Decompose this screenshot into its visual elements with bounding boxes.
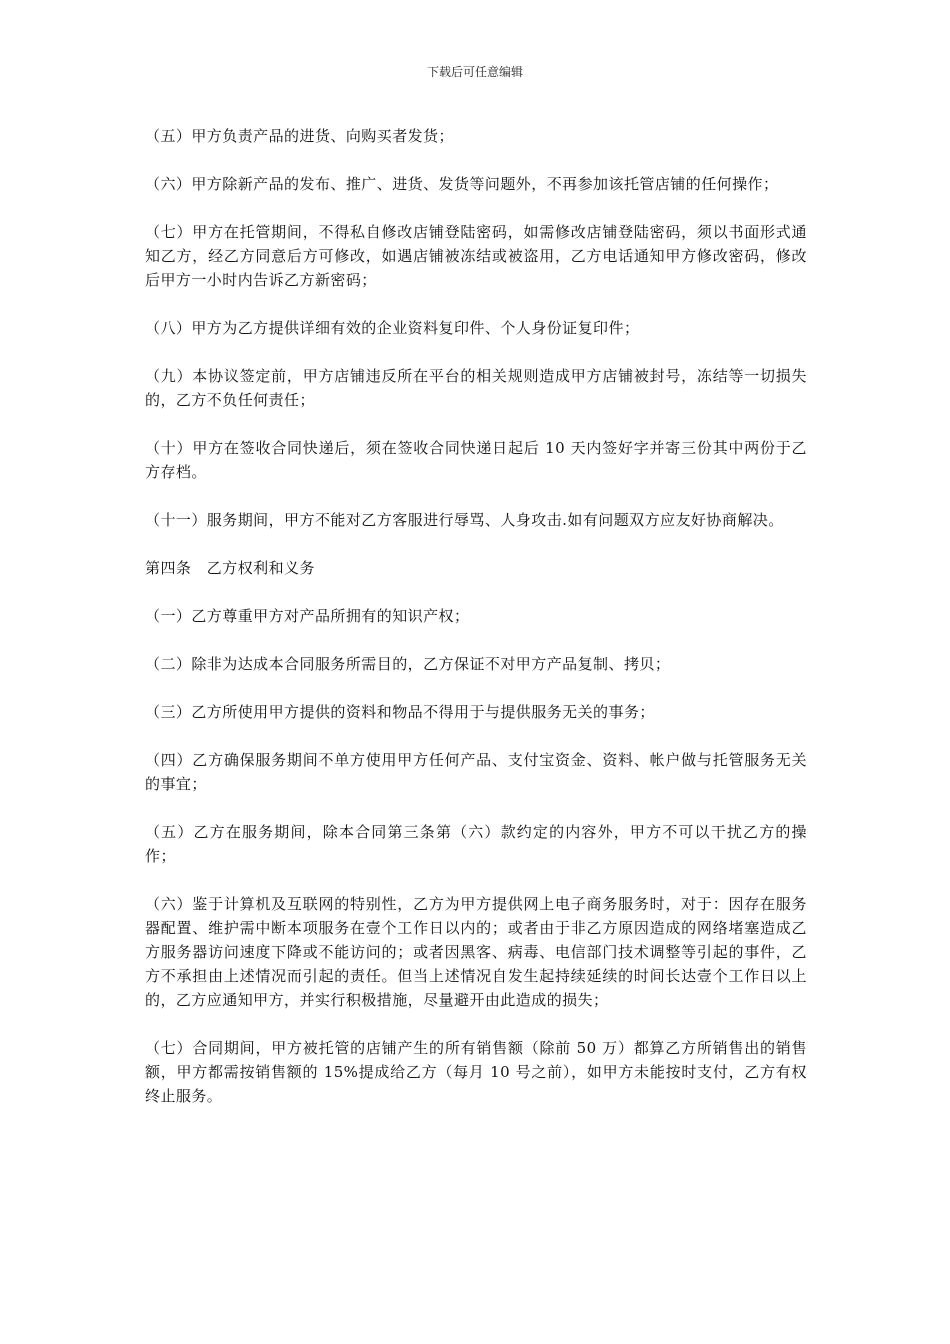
clause-party-b-1: （一）乙方尊重甲方对产品所拥有的知识产权；	[145, 607, 470, 625]
article-4-heading: 第四条 乙方权利和义务	[145, 559, 315, 577]
page-header: 下载后可任意编辑	[426, 65, 523, 79]
clause-party-a-5: （五）甲方负责产品的进货、向购买者发货；	[145, 127, 455, 145]
clause-party-b-5: （五）乙方在服务期间，除本合同第三条第（六）款约定的内容外，甲方不可以干扰乙方的操作；	[145, 823, 807, 865]
clause-party-a-7: （七）甲方在托管期间，不得私自修改店铺登陆密码，如需修改店铺登陆密码，须以书面形式通知乙方，经乙方同意后方可修改，如遇店铺被冻结或被盗用，乙方电话通知甲方修改密码，修改后甲方一小时内告诉乙方新密码；	[145, 223, 807, 289]
clause-party-a-6: （六）甲方除新产品的发布、推广、进货、发货等问题外，不再参加该托管店铺的任何操作；	[145, 175, 779, 193]
clause-party-a-11: （十一）服务期间，甲方不能对乙方客服进行辱骂、人身攻击.如有问题双方应友好协商解决。	[145, 511, 784, 529]
clause-party-b-4: （四）乙方确保服务期间不单方使用甲方任何产品、支付宝资金、资料、帐户做与托管服务无关的事宜；	[145, 751, 807, 793]
clause-party-b-2: （二）除非为达成本合同服务所需目的，乙方保证不对甲方产品复制、拷贝；	[145, 655, 671, 673]
clause-party-a-8: （八）甲方为乙方提供详细有效的企业资料复印件、个人身份证复印件；	[145, 319, 640, 337]
clause-party-b-6: （六）鉴于计算机及互联网的特别性，乙方为甲方提供网上电子商务服务时，对于：因存在服务器配置、维护需中断本项服务在壹个工作日以内的；或者由于非乙方原因造成的网络堵塞造成乙方服务器访问速度下降或不能访问的；或者因黑客、病毒、电信部门技术调整等引起的事件，乙方不承担由上述情况而引起的责任。但当上述情况自发生起持续延续的时间长达壹个工作日以上的，乙方应通知甲方，并实行积极措施，尽量避开由此造成的损失；	[145, 895, 807, 1009]
clause-party-a-10: （十）甲方在签收合同快递后，须在签收合同快递日起后 10 天内签好字并寄三份其中两份于乙方存档。	[145, 439, 807, 481]
clause-party-a-9: （九）本协议签定前，甲方店铺违反所在平台的相关规则造成甲方店铺被封号，冻结等一切损失的，乙方不负任何责任；	[145, 367, 807, 409]
clause-party-b-7: （七）合同期间，甲方被托管的店铺产生的所有销售额（除前 50 万）都算乙方所销售出的销售额，甲方都需按销售额的 15%提成给乙方（每月 10 号之前），如甲方未能按时支付，乙方有权终止服务。	[145, 1039, 807, 1105]
document-body	[145, 124, 807, 1132]
clause-party-b-3: （三）乙方所使用甲方提供的资料和物品不得用于与提供服务无关的事务；	[145, 703, 655, 721]
